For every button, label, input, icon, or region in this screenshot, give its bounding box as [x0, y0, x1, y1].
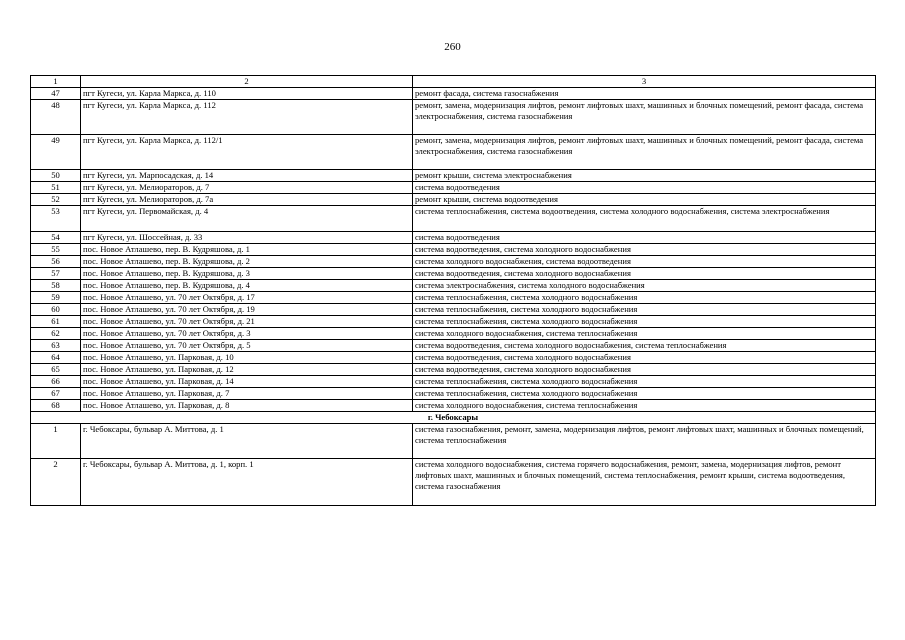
table-row: [31, 352, 876, 364]
row-number: 51: [31, 182, 81, 194]
row-number: 56: [31, 256, 81, 268]
table-row: [31, 388, 876, 400]
row-address: пос. Новое Атлашево, ул. 70 лет Октября, д. 3: [81, 328, 413, 340]
table-row: [31, 340, 876, 352]
row-number: 48: [31, 100, 81, 135]
row-works: система холодного водоснабжения, система горячего водоснабжения, ремонт, замена, модернизация лифтов, ремонт лифтовых шахт, машинных и блочных помещений, система теплоснабжения, ремонт крыши, система водоотведения, система газоснабжения: [413, 459, 876, 506]
row-works: система газоснабжения, ремонт, замена, модернизация лифтов, ремонт лифтовых шахт, машинных и блочных помещений, система теплоснабжения: [413, 424, 876, 459]
row-works: система теплоснабжения, система холодного водоснабжения: [413, 316, 876, 328]
row-address: г. Чебоксары, бульвар А. Миттова, д. 1, корп. 1: [81, 459, 413, 506]
row-works: ремонт фасада, система газоснабжения: [413, 88, 876, 100]
row-address: пос. Новое Атлашево, ул. Парковая, д. 10: [81, 352, 413, 364]
row-number: 64: [31, 352, 81, 364]
table-row: [31, 328, 876, 340]
row-works: ремонт крыши, система электроснабжения: [413, 170, 876, 182]
table-row: [31, 170, 876, 182]
row-address: пос. Новое Атлашево, пер. В. Кудряшова, д. 1: [81, 244, 413, 256]
row-number: 53: [31, 206, 81, 232]
row-number: 68: [31, 400, 81, 412]
row-address: пгт Кугеси, ул. Карла Маркса, д. 112: [81, 100, 413, 135]
table-row: [31, 135, 876, 170]
row-number: 62: [31, 328, 81, 340]
row-number: 49: [31, 135, 81, 170]
row-works: ремонт, замена, модернизация лифтов, ремонт лифтовых шахт, машинных и блочных помещений, ремонт фасада, система электроснабжения, система газоснабжения: [413, 135, 876, 170]
row-number: 67: [31, 388, 81, 400]
table-row: [31, 400, 876, 412]
row-works: система холодного водоснабжения, система водоотведения: [413, 256, 876, 268]
row-number: 55: [31, 244, 81, 256]
table-row: [31, 194, 876, 206]
row-number: 59: [31, 292, 81, 304]
row-works: система теплоснабжения, система холодного водоснабжения: [413, 304, 876, 316]
row-address: пос. Новое Атлашево, пер. В. Кудряшова, д. 4: [81, 280, 413, 292]
row-works: ремонт, замена, модернизация лифтов, ремонт лифтовых шахт, машинных и блочных помещений, ремонт фасада, система электроснабжения, система газоснабжения: [413, 100, 876, 135]
row-number: 1: [31, 424, 81, 459]
row-number: 52: [31, 194, 81, 206]
row-address: пгт Кугеси, ул. Мелиораторов, д. 7а: [81, 194, 413, 206]
repair-schedule-table: [30, 75, 876, 506]
row-number: 66: [31, 376, 81, 388]
row-number: 2: [31, 459, 81, 506]
table-row: [31, 206, 876, 232]
table-row: [31, 268, 876, 280]
row-works: система холодного водоснабжения, система теплоснабжения: [413, 400, 876, 412]
row-address: пос. Новое Атлашево, ул. 70 лет Октября, д. 5: [81, 340, 413, 352]
row-number: 65: [31, 364, 81, 376]
row-address: пос. Новое Атлашево, ул. Парковая, д. 14: [81, 376, 413, 388]
row-number: 60: [31, 304, 81, 316]
row-address: пос. Новое Атлашево, ул. Парковая, д. 7: [81, 388, 413, 400]
row-address: пгт Кугеси, ул. Первомайская, д. 4: [81, 206, 413, 232]
row-address: г. Чебоксары, бульвар А. Миттова, д. 1: [81, 424, 413, 459]
table-row: [31, 244, 876, 256]
table-row: [31, 232, 876, 244]
table-row: [31, 364, 876, 376]
row-number: 57: [31, 268, 81, 280]
table-row: [31, 304, 876, 316]
row-works: система теплоснабжения, система водоотведения, система холодного водоснабжения, система электроснабжения: [413, 206, 876, 232]
row-address: пгт Кугеси, ул. Мелиораторов, д. 7: [81, 182, 413, 194]
table-row: [31, 424, 876, 459]
row-address: пос. Новое Атлашево, ул. Парковая, д. 12: [81, 364, 413, 376]
header-col-3: 3: [413, 76, 876, 88]
row-works: система водоотведения: [413, 182, 876, 194]
row-number: 50: [31, 170, 81, 182]
table-row: [31, 459, 876, 506]
city-heading: г. Чебоксары: [31, 412, 876, 424]
row-address: пос. Новое Атлашево, пер. В. Кудряшова, д. 2: [81, 256, 413, 268]
row-address: пос. Новое Атлашево, ул. 70 лет Октября, д. 21: [81, 316, 413, 328]
table-row: [31, 100, 876, 135]
row-works: система холодного водоснабжения, система теплоснабжения: [413, 328, 876, 340]
row-works: система водоотведения, система холодного водоснабжения: [413, 352, 876, 364]
table-row: [31, 376, 876, 388]
row-works: система теплоснабжения, система холодного водоснабжения: [413, 292, 876, 304]
table-row: [31, 316, 876, 328]
row-works: система водоотведения, система холодного водоснабжения: [413, 244, 876, 256]
row-address: пос. Новое Атлашево, ул. 70 лет Октября, д. 17: [81, 292, 413, 304]
row-works: ремонт крыши, система водоотведения: [413, 194, 876, 206]
row-works: система теплоснабжения, система холодного водоснабжения: [413, 388, 876, 400]
row-address: пос. Новое Атлашево, ул. Парковая, д. 8: [81, 400, 413, 412]
row-works: система водоотведения, система холодного водоснабжения: [413, 364, 876, 376]
table-row: [31, 182, 876, 194]
page-number: 260: [444, 41, 461, 53]
row-address: пос. Новое Атлашево, ул. 70 лет Октября, д. 19: [81, 304, 413, 316]
row-works: система электроснабжения, система холодного водоснабжения: [413, 280, 876, 292]
row-address: пгт Кугеси, ул. Карла Маркса, д. 110: [81, 88, 413, 100]
row-works: система водоотведения: [413, 232, 876, 244]
row-works: система теплоснабжения, система холодного водоснабжения: [413, 376, 876, 388]
row-address: пгт Кугеси, ул. Шоссейная, д. 33: [81, 232, 413, 244]
row-address: пос. Новое Атлашево, пер. В. Кудряшова, д. 3: [81, 268, 413, 280]
row-address: пгт Кугеси, ул. Марпосадская, д. 14: [81, 170, 413, 182]
row-number: 58: [31, 280, 81, 292]
table-row: [31, 88, 876, 100]
table-row: [31, 256, 876, 268]
row-number: 63: [31, 340, 81, 352]
row-number: 47: [31, 88, 81, 100]
row-works: система водоотведения, система холодного водоснабжения, система теплоснабжения: [413, 340, 876, 352]
row-number: 54: [31, 232, 81, 244]
row-number: 61: [31, 316, 81, 328]
table-header-row: [31, 76, 876, 88]
table-row: [31, 292, 876, 304]
city-section-row: [31, 412, 876, 424]
header-col-2: 2: [81, 76, 413, 88]
row-works: система водоотведения, система холодного водоснабжения: [413, 268, 876, 280]
row-address: пгт Кугеси, ул. Карла Маркса, д. 112/1: [81, 135, 413, 170]
table-row: [31, 280, 876, 292]
header-col-1: 1: [31, 76, 81, 88]
